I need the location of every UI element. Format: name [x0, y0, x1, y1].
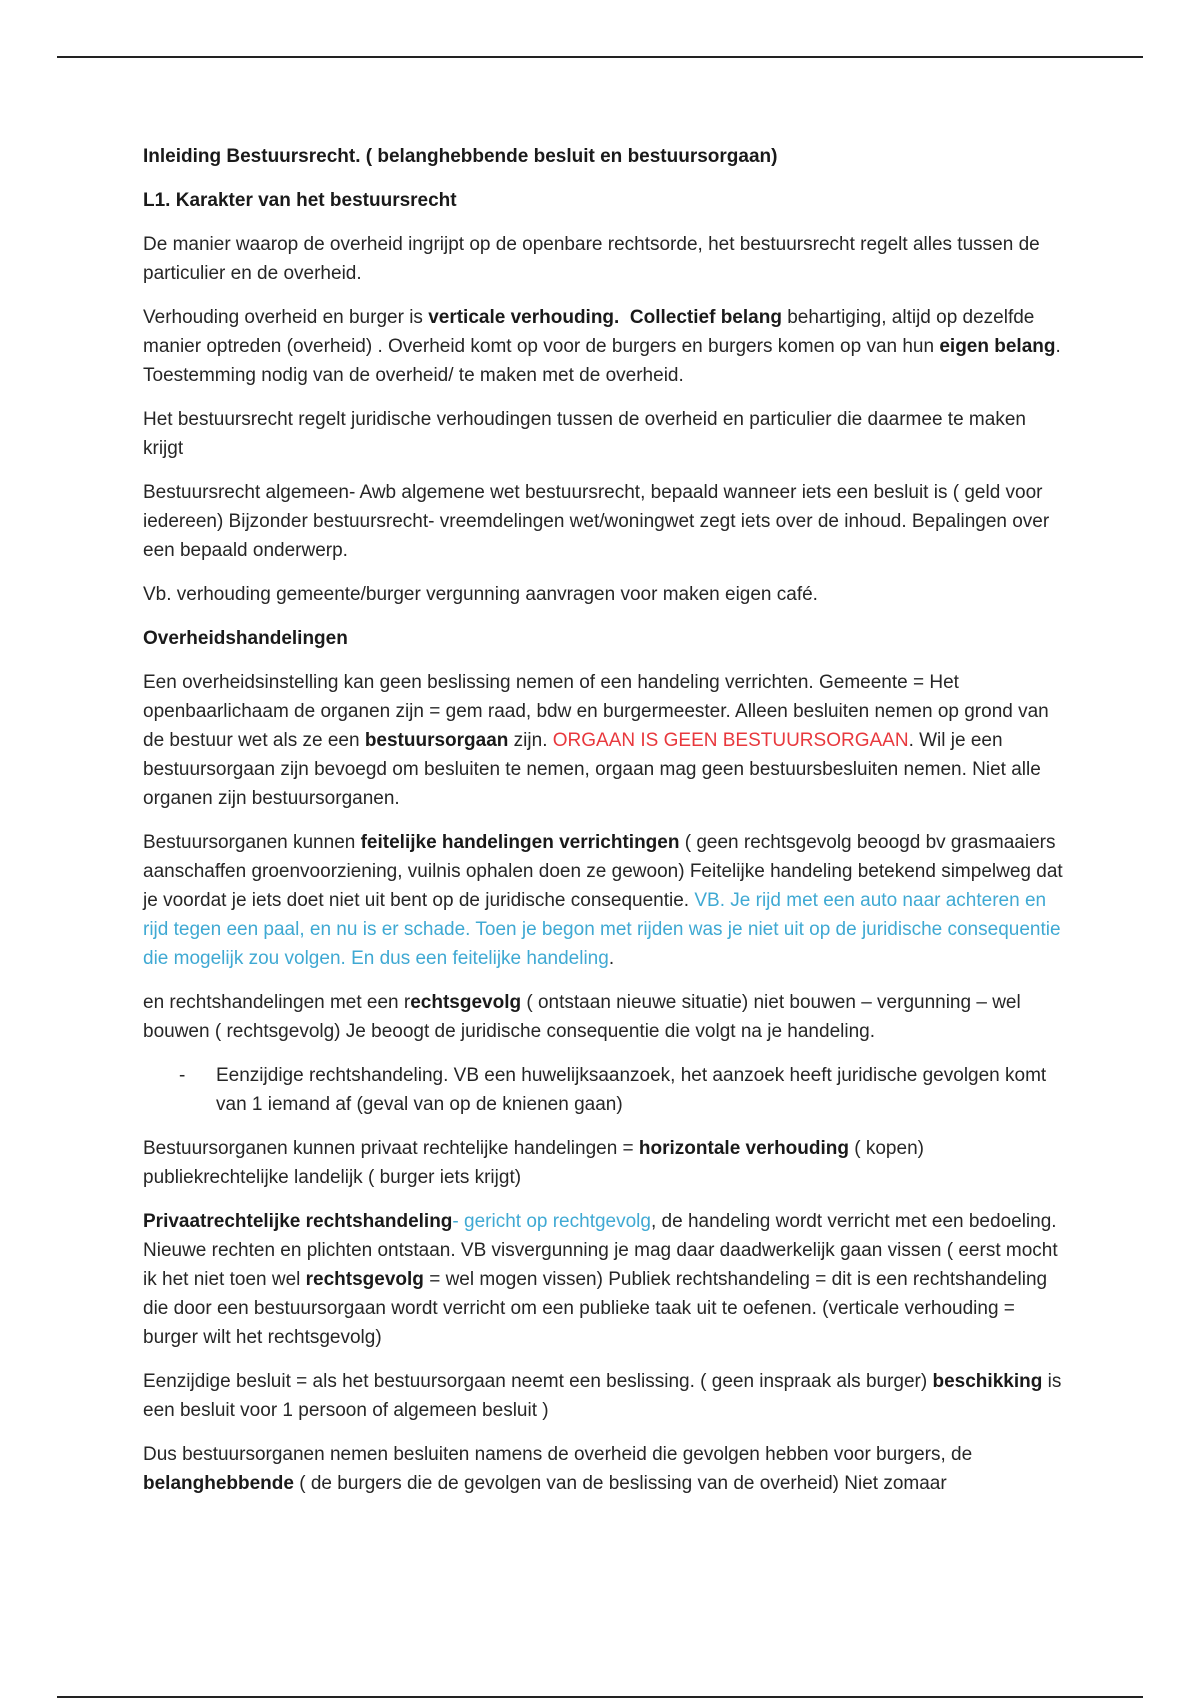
bold-run: Collectief belang [629, 307, 782, 328]
paragraph-12 [143, 1440, 1063, 1498]
text-run: ( geen rechtsgevolg beoogd bv grasmaaiers aanschaffen groenvoorziening, vuilnis ophalen doen ze gewoon) Feitelijke handeling betekend simpelweg dat je voordat je iets doet niet uit bent op de juridische consequentie. [143, 832, 1063, 911]
bullet-dash: - [179, 1065, 186, 1086]
text-run: . [608, 948, 615, 969]
text-run: . Wil je een bestuursorgaan zijn bevoegd om besluiten te nemen, orgaan mag geen bestuursbesluiten nemen. Niet alle organen zijn bestuursorganen. [143, 730, 1041, 809]
bold-run: bestuursorgaan [364, 730, 509, 751]
text-run: . Toestemming nodig van de overheid/ te maken met de overheid. [143, 336, 1061, 386]
paragraph-8 [143, 988, 1063, 1046]
bold-run: Privaatrechtelijke rechtshandeling [143, 1211, 453, 1232]
bold-run: belanghebbende [143, 1473, 294, 1494]
heading-overheidshandelingen: Overheidshandelingen [143, 628, 348, 649]
paragraph-1: De manier waarop de overheid ingrijpt op de openbare rechtsorde, het bestuursrecht regelt alles tussen de particulier en de overheid. [143, 234, 1040, 284]
blue-highlight-run: - gericht op rechtgevolg [452, 1211, 651, 1232]
text-run: en rechtshandelingen met een r [143, 992, 411, 1013]
paragraph-2 [143, 303, 1063, 390]
text-run: ( kopen) publiekrechtelijke landelijk ( burger iets krijgt) [143, 1138, 924, 1188]
text-run: ( ontstaan nieuwe situatie) niet bouwen – vergunning – wel bouwen ( rechtsgevolg) Je beoogt de juridische consequentie die volgt na je handeling. [143, 992, 1021, 1042]
bullet-item [143, 1061, 1063, 1119]
text-run [619, 307, 630, 328]
paragraph-9 [143, 1134, 1063, 1192]
text-run: zijn. [508, 730, 553, 751]
paragraph-7 [143, 828, 1063, 973]
bold-run: beschikking [932, 1371, 1043, 1392]
text-run: Bestuursorganen kunnen privaat rechtelijke handelingen = [143, 1138, 639, 1159]
text-run: , de handeling wordt verricht met een bedoeling. Nieuwe rechten en plichten ontstaan. VB visvergunning je mag daar daadwerkelijk gaan vissen ( eerst mocht ik het niet toen wel [143, 1211, 1058, 1290]
bold-run: verticale verhouding. [428, 307, 620, 328]
bold-run: horizontale verhouding [638, 1138, 849, 1159]
blue-example-run: VB. Je rijd met een auto naar achteren en rijd tegen een paal, en nu is er schade. Toen je begon met rijden was je niet uit op de juridische consequentie die mogelijk zou volgen. En dus een feitelijke handeling [143, 890, 1061, 969]
text-run: Bestuursorganen kunnen [143, 832, 361, 853]
paragraph-11 [143, 1367, 1063, 1425]
text-run: Dus bestuursorganen nemen besluiten namens de overheid die gevolgen hebben voor burgers, de [143, 1444, 973, 1465]
paragraph-10 [143, 1207, 1063, 1352]
paragraph-6 [143, 668, 1063, 813]
paragraph-5: Vb. verhouding gemeente/burger vergunning aanvragen voor maken eigen café. [143, 584, 818, 605]
bullet-text: Eenzijdige rechtshandeling. VB een huwelijksaanzoek, het aanzoek heeft juridische gevolgen komt van 1 iemand af (geval van op de knienen gaan) [216, 1065, 1047, 1115]
bold-run: rechtsgevolg [305, 1269, 424, 1290]
document-body [143, 142, 1063, 1513]
bold-run: echtsgevolg [410, 992, 522, 1013]
text-run: ( de burgers die de gevolgen van de beslissing van de overheid) Niet zomaar [293, 1473, 947, 1494]
bottom-rule [57, 1696, 1143, 1698]
text-run: Eenzijdige besluit = als het bestuursorgaan neemt een beslissing. ( geen inspraak als burger) [143, 1371, 933, 1392]
text-run: is een besluit voor 1 persoon of algemeen besluit ) [143, 1371, 1062, 1421]
text-run: Een overheidsinstelling kan geen beslissing nemen of een handeling verrichten. Gemeente = Het openbaarlichaam de organen zijn = gem raad, bdw en burgermeester. Alleen besluiten nemen op grond van de bestuur wet als ze een [143, 672, 1049, 751]
text-run: behartiging, altijd op dezelfde manier optreden (overheid) . Overheid komt op voor de burgers en burgers komen op van hun [143, 307, 1035, 357]
bold-run: feitelijke handelingen verrichtingen [360, 832, 680, 853]
paragraph-4: Bestuursrecht algemeen- Awb algemene wet bestuursrecht, bepaald wanneer iets een besluit is ( geld voor iedereen) Bijzonder bestuursrecht- vreemdelingen wet/woningwet zegt iets over de inhoud. Bepalingen over een bepaald onderwerp. [143, 482, 1050, 561]
text-run: = wel mogen vissen) Publiek rechtshandeling = dit is een rechtshandeling die door een bestuursorgaan wordt verricht om een publieke taak uit te oefenen. (verticale verhouding = burger wilt het rechtsgevolg) [143, 1269, 1048, 1348]
top-rule [57, 56, 1143, 58]
bold-run: eigen belang [939, 336, 1056, 357]
heading-karakter: L1. Karakter van het bestuursrecht [143, 190, 457, 211]
document-title: Inleiding Bestuursrecht. ( belanghebbende besluit en bestuursorgaan) [143, 146, 778, 167]
paragraph-3: Het bestuursrecht regelt juridische verhoudingen tussen de overheid en particulier die daarmee te maken krijgt [143, 409, 1026, 459]
text-run: Verhouding overheid en burger is [143, 307, 429, 328]
red-highlight-run: ORGAAN IS GEEN BESTUURSORGAAN [552, 730, 909, 751]
